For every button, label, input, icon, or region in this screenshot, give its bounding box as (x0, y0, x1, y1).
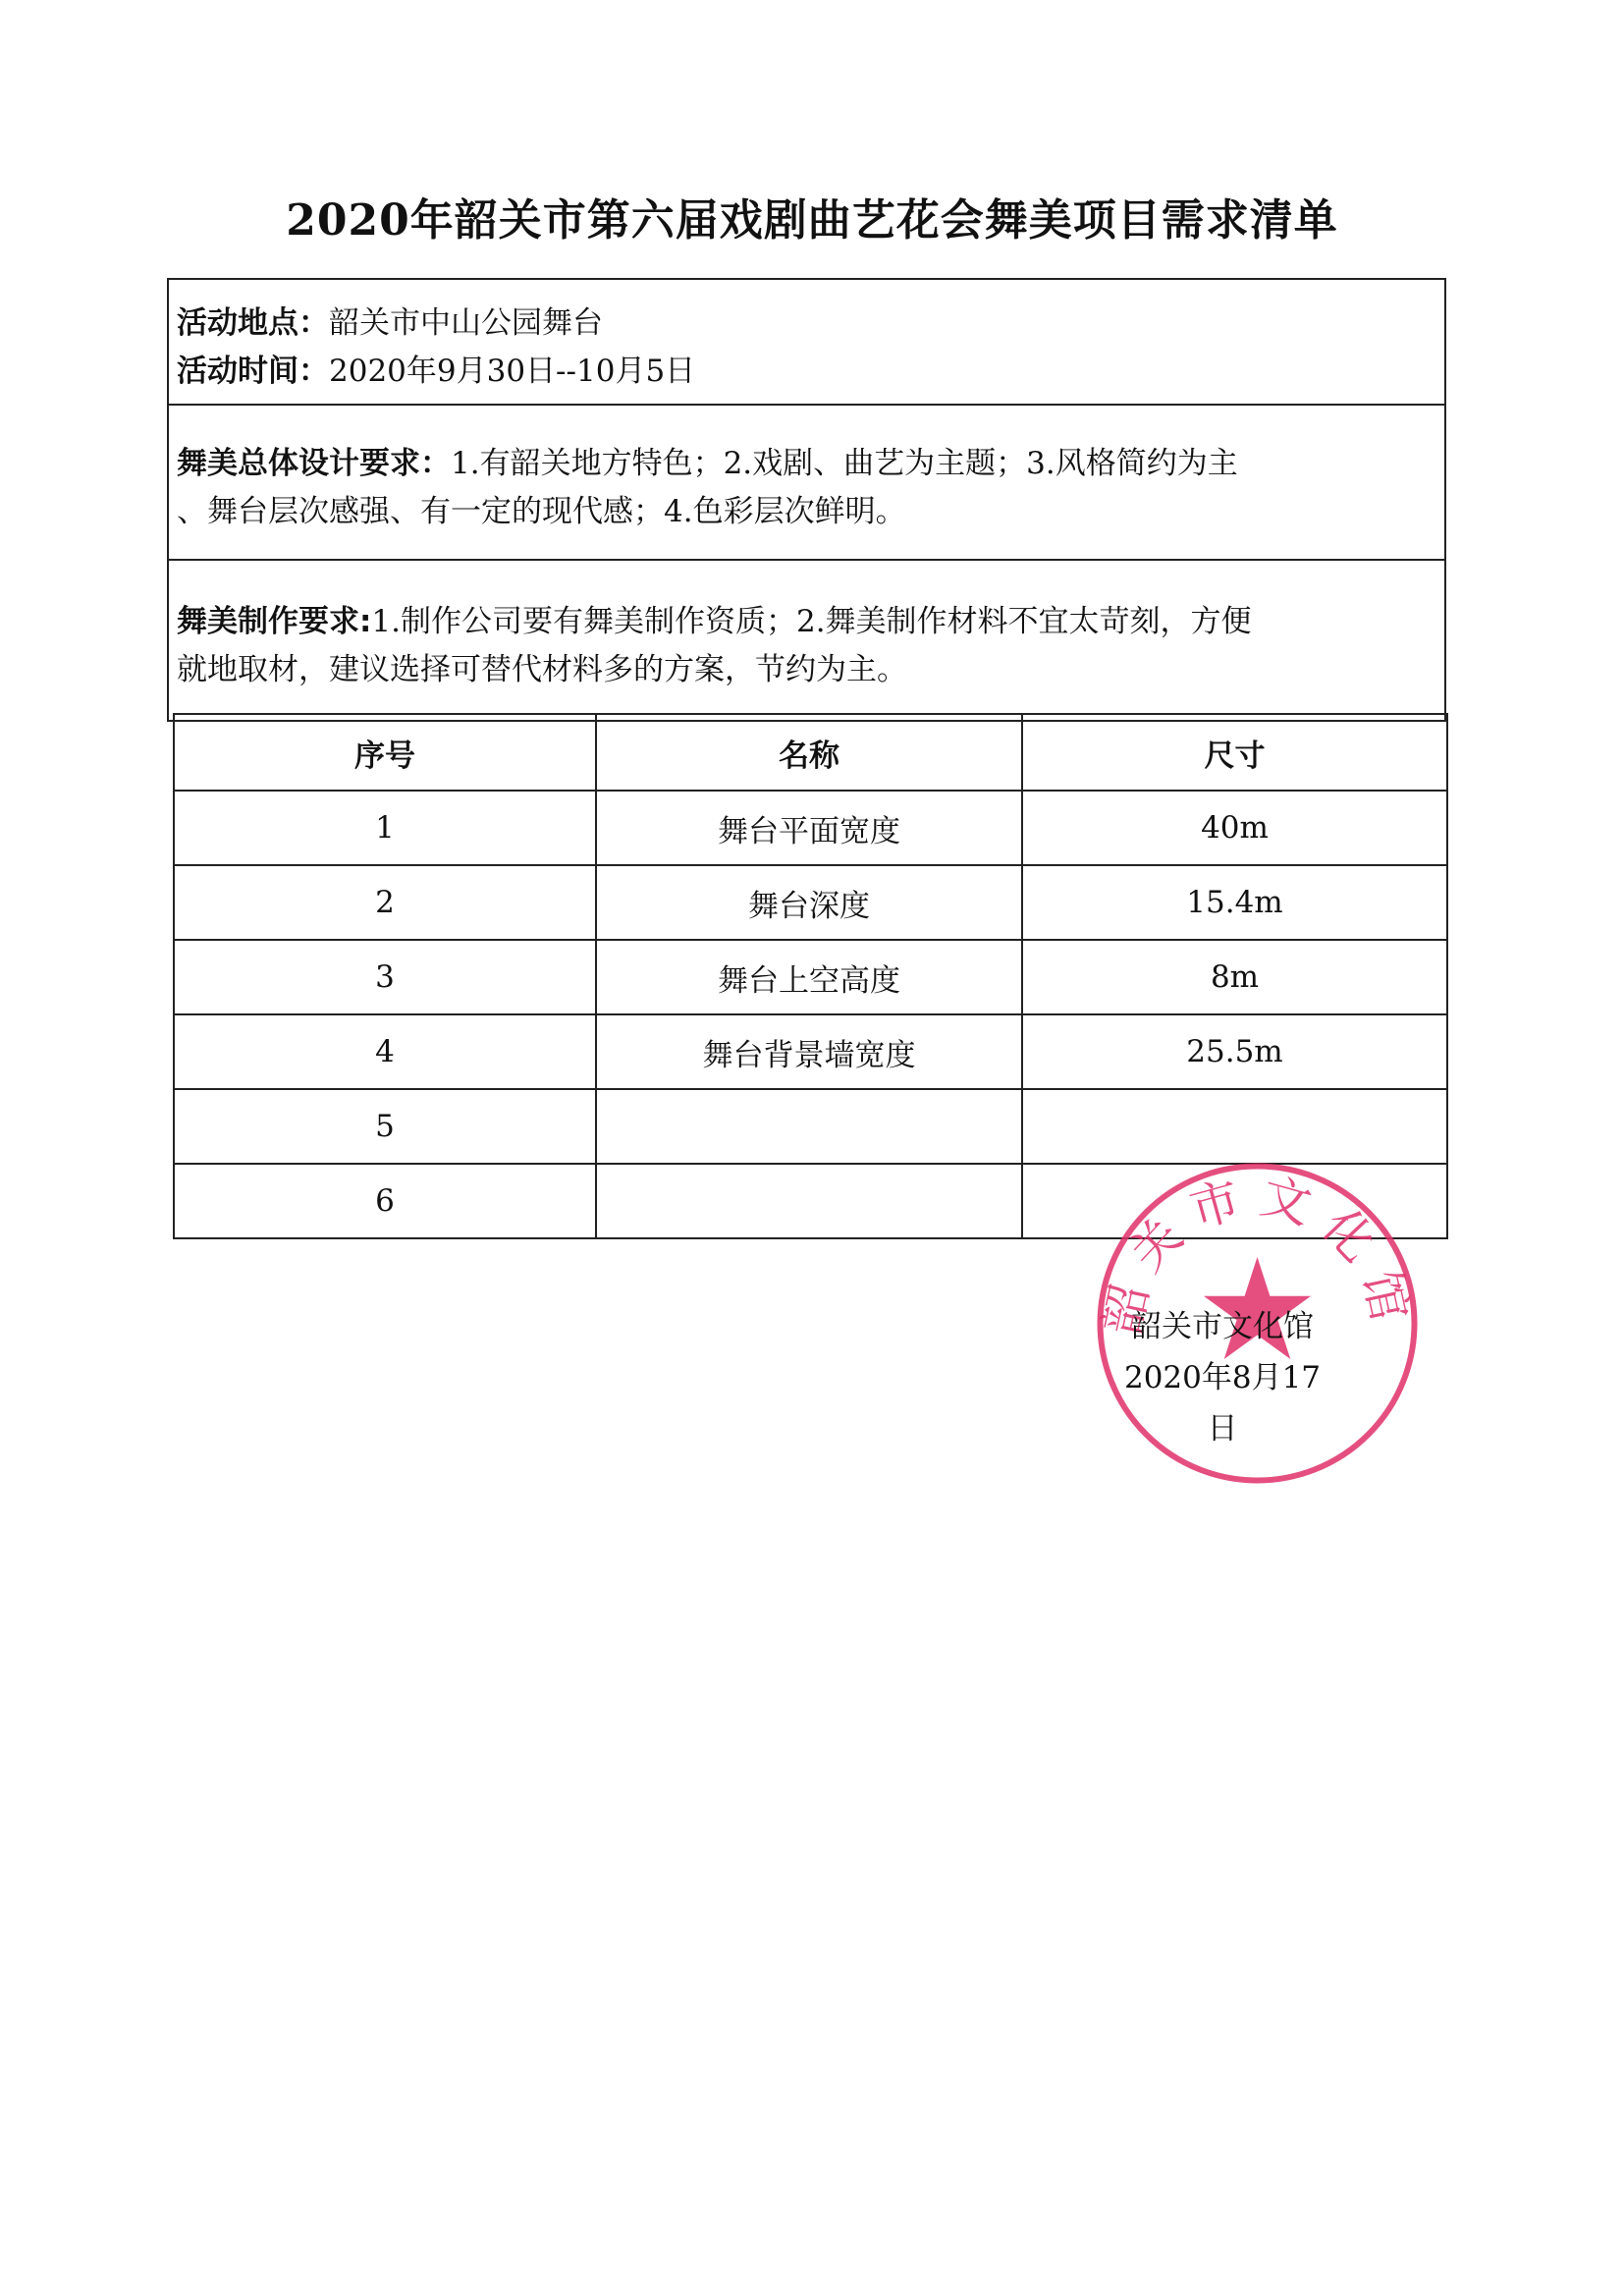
table-header-row (174, 714, 1447, 791)
venue-section (169, 280, 1444, 406)
production-text-1: 1.制作公司要有舞美制作资质；2.舞美制作材料不宜太苛刻，方便 (371, 604, 1252, 639)
location-value: 韶关市中山公园舞台 (329, 305, 603, 341)
cell-size: 8m (1022, 940, 1447, 1014)
production-line-1 (177, 598, 1436, 646)
cell-size: 15.4m (1022, 865, 1447, 940)
cell-size: 25.5m (1022, 1014, 1447, 1089)
cell-size: 40m (1022, 791, 1447, 865)
time-value: 2020年9月30日--10月5日 (329, 354, 696, 389)
location-line (177, 300, 1436, 348)
header-no: 序号 (174, 714, 596, 791)
header-size: 尺寸 (1022, 714, 1447, 791)
signature-organization: 韶关市文化馆 (1131, 1309, 1314, 1344)
time-label: 活动时间： (177, 354, 329, 389)
header-name: 名称 (596, 714, 1022, 791)
production-requirements-section (169, 561, 1444, 720)
cell-no: 3 (174, 940, 596, 1014)
requirements-box (167, 278, 1446, 722)
cell-name: 舞台深度 (596, 865, 1022, 940)
design-text-1: 1.有韶关地方特色；2.戏剧、曲艺为主题；3.风格简约为主 (451, 446, 1238, 481)
design-text-2: 、舞台层次感强、有一定的现代感；4.色彩层次鲜明。 (177, 494, 906, 529)
table-row (174, 865, 1447, 940)
seal-text: 韶关市文化馆 (1093, 1167, 1422, 1339)
cell-name (596, 1164, 1022, 1238)
table-row (174, 1089, 1447, 1164)
cell-no: 1 (174, 791, 596, 865)
production-text-2: 就地取材，建议选择可替代材料多的方案，节约为主。 (177, 652, 907, 687)
location-label: 活动地点： (177, 305, 329, 341)
cell-no: 6 (174, 1164, 596, 1238)
cell-no: 5 (174, 1089, 596, 1164)
cell-name: 舞台上空高度 (596, 940, 1022, 1014)
cell-name: 舞台平面宽度 (596, 791, 1022, 865)
design-line-1 (177, 440, 1436, 488)
signature-block (1110, 1301, 1335, 1454)
table-row (174, 940, 1447, 1014)
design-requirements-section (169, 406, 1444, 561)
cell-no: 4 (174, 1014, 596, 1089)
page-title: 2020年韶关市第六届戏剧曲艺花会舞美项目需求清单 (286, 195, 1338, 246)
cell-no: 2 (174, 865, 596, 940)
signature-date: 2020年8月17日 (1123, 1360, 1322, 1447)
table-row (174, 1014, 1447, 1089)
design-label: 舞美总体设计要求： (177, 446, 451, 481)
production-label: 舞美制作要求: (177, 604, 372, 639)
cell-name (596, 1089, 1022, 1164)
cell-size (1022, 1089, 1447, 1164)
cell-name: 舞台背景墙宽度 (596, 1014, 1022, 1089)
table-row (174, 791, 1447, 865)
time-line (177, 348, 1436, 396)
